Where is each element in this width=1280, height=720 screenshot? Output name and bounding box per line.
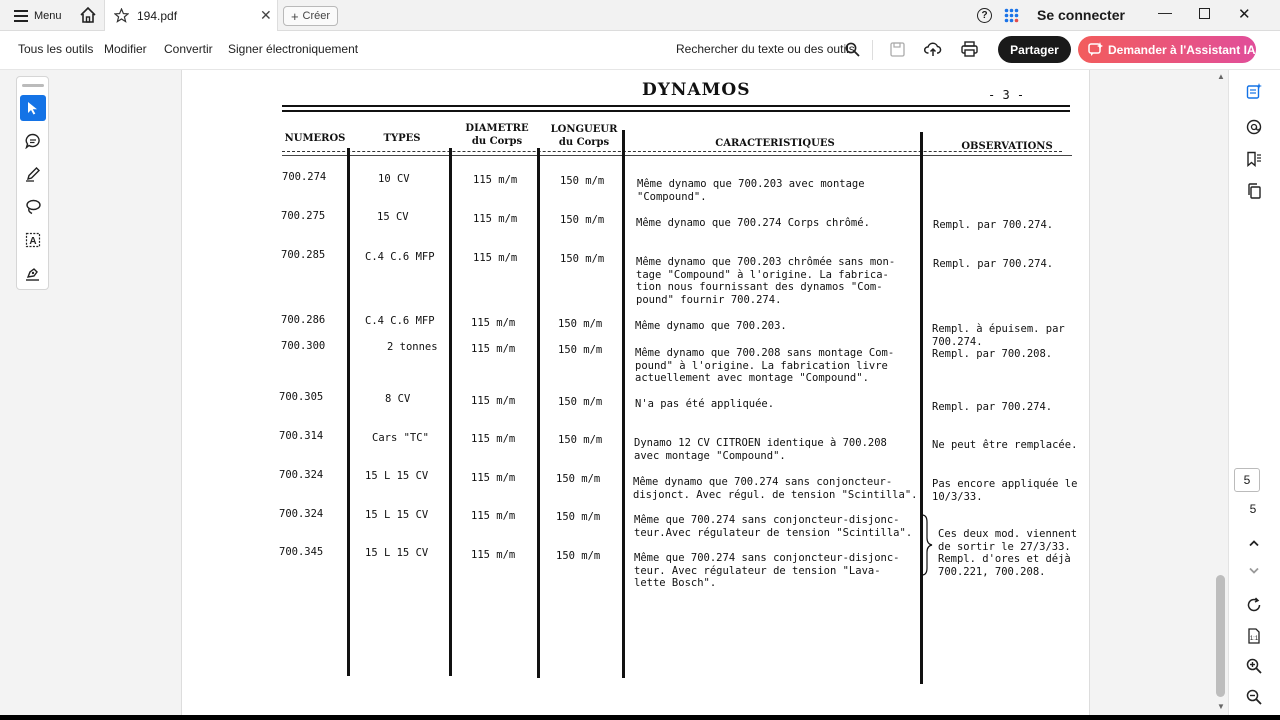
row8-diam: 115 m/m: [471, 472, 516, 484]
row6-num: 700.305: [279, 391, 324, 403]
rotate-button[interactable]: [1241, 592, 1267, 618]
zoom-out-button[interactable]: [1241, 684, 1267, 710]
header-observations: OBSERVATIONS: [961, 141, 1053, 152]
menu-button[interactable]: [14, 7, 62, 25]
close-window-icon[interactable]: ✕: [1238, 6, 1251, 23]
panel-grip[interactable]: [22, 84, 44, 87]
document-page-label: - 3 -: [988, 88, 1025, 102]
row3-obs: Rempl. par 700.274.: [933, 258, 1054, 270]
previous-page-button[interactable]: [1241, 530, 1267, 556]
pdf-page: [181, 70, 1090, 715]
row9-type: 15 L 15 CV: [365, 509, 429, 521]
observation-brace: [920, 514, 934, 576]
header-types: TYPES: [383, 133, 421, 144]
title-rule-lower: [282, 110, 1070, 112]
upload-cloud-icon[interactable]: [924, 41, 942, 57]
current-page-input[interactable]: 5: [1234, 468, 1260, 492]
row7-num: 700.314: [279, 430, 324, 442]
row3-num: 700.285: [281, 249, 326, 261]
header-numeros: NUMEROS: [284, 133, 346, 144]
row2-car: Même dynamo que 700.274 Corps chrômé.: [636, 217, 870, 229]
header-underline: [282, 151, 1062, 152]
row8-type: 15 L 15 CV: [365, 470, 429, 482]
row3-type: C.4 C.6 MFP: [365, 251, 435, 263]
row4-type: C.4 C.6 MFP: [365, 315, 435, 327]
bookmark-icon: [1246, 151, 1262, 167]
lasso-icon: [25, 199, 41, 215]
row1-type: 10 CV: [378, 173, 410, 185]
text-box-icon: [25, 232, 41, 248]
row1-long: 150 m/m: [560, 175, 605, 187]
minimize-icon[interactable]: —: [1158, 4, 1172, 20]
svg-text:A: A: [29, 236, 37, 247]
next-page-button[interactable]: [1241, 558, 1267, 584]
row4-obs: Rempl. à épuisem. par 700.274.: [932, 323, 1065, 348]
column-line-1: [347, 148, 350, 676]
zoom-out-icon: [1246, 689, 1262, 705]
header-longueur: [544, 123, 624, 149]
title-rule: [282, 105, 1070, 107]
header-longueur-line2: du Corps: [558, 137, 610, 148]
scrollbar-thumb[interactable]: [1216, 575, 1225, 697]
page-scale-icon: [1246, 628, 1262, 644]
column-line-4: [622, 130, 625, 678]
text-box-tool-button[interactable]: [20, 227, 46, 253]
row8-long: 150 m/m: [556, 473, 601, 485]
header-caracteristiques: CARACTERISTIQUES: [715, 138, 835, 149]
row9-diam: 115 m/m: [471, 510, 516, 522]
row7-type: Cars "TC": [372, 432, 429, 444]
create-button[interactable]: [283, 6, 338, 26]
row8-num: 700.324: [279, 469, 324, 481]
scroll-up-arrow[interactable]: ▲: [1217, 72, 1225, 81]
row4-diam: 115 m/m: [471, 317, 516, 329]
row3-diam: 115 m/m: [473, 252, 518, 264]
column-line-5: [920, 132, 923, 684]
row7-diam: 115 m/m: [471, 433, 516, 445]
row2-type: 15 CV: [377, 211, 409, 223]
toolbar-divider: [872, 40, 873, 60]
stamp-pen-icon: [25, 265, 41, 281]
share-button[interactable]: Partager: [998, 36, 1071, 63]
row5-type: 2 tonnes: [387, 341, 438, 353]
document-title: DYNAMOS: [642, 80, 751, 100]
header-diametre: [454, 122, 540, 148]
maximize-icon[interactable]: [1199, 8, 1210, 19]
row10-num: 700.345: [279, 546, 324, 558]
modify-button[interactable]: Modifier: [104, 42, 147, 56]
ai-assistant-label: Demander à l'Assistant IA: [1108, 42, 1256, 57]
plus-icon: +: [290, 8, 299, 24]
header-diametre-line1: DIAMETRE: [465, 123, 529, 134]
ai-assistant-button[interactable]: [1078, 36, 1256, 63]
quick-tools-panel: [16, 76, 49, 290]
row9-car: Même que 700.274 sans conjoncteur-disjonc- teur.Avec régulateur de tension "Scintilla".: [634, 514, 913, 539]
row9-long: 150 m/m: [556, 511, 601, 523]
chevron-down-icon: [1248, 566, 1260, 576]
column-line-2: [449, 148, 452, 676]
comment-icon: [25, 133, 41, 149]
ai-assistant-icon: [1088, 42, 1103, 57]
home-button[interactable]: [79, 6, 97, 29]
row10-type: 15 L 15 CV: [365, 547, 429, 559]
row4-car: Même dynamo que 700.203.: [635, 320, 787, 332]
select-tool-button[interactable]: [20, 95, 46, 121]
stamp-tool-button[interactable]: [20, 260, 46, 286]
page-fit-button[interactable]: [1241, 623, 1267, 649]
row1-car: Même dynamo que 700.203 avec montage "Compound".: [637, 178, 865, 203]
comment-tool-button[interactable]: [20, 128, 46, 154]
save-icon[interactable]: [890, 42, 905, 57]
pen-icon: [25, 166, 41, 182]
row2-long: 150 m/m: [560, 214, 605, 226]
row5-car: Même dynamo que 700.208 sans montage Com- pound" à l'origine. La fabrication livre actuellement avec montage "Compound".: [635, 347, 895, 384]
row1-diam: 115 m/m: [473, 174, 518, 186]
home-icon: [79, 6, 97, 24]
right-rail: [1228, 70, 1280, 720]
ai-document-icon: [1246, 83, 1262, 99]
document-tab[interactable]: [104, 0, 278, 31]
apps-grid-icon[interactable]: [1004, 8, 1019, 28]
row6-long: 150 m/m: [558, 396, 603, 408]
bottom-edge: [0, 715, 1280, 720]
row2-diam: 115 m/m: [473, 213, 518, 225]
star-icon[interactable]: [114, 8, 129, 23]
rotate-icon: [1246, 597, 1262, 613]
row9-num: 700.324: [279, 508, 324, 520]
tab-title: 194.pdf: [137, 9, 178, 23]
row6-car: N'a pas été appliquée.: [635, 398, 775, 410]
lasso-tool-button[interactable]: [20, 194, 46, 220]
search-icon[interactable]: [845, 42, 860, 57]
shared-observation: Ces deux mod. viennent de sortir le 27/3/33. Rempl. d'ores et déjà 700.221, 700.208.: [938, 528, 1078, 578]
row2-obs: Rempl. par 700.274.: [933, 219, 1054, 231]
row5-long: 150 m/m: [558, 344, 603, 356]
ai-summary-button[interactable]: [1241, 78, 1267, 104]
row10-diam: 115 m/m: [471, 549, 516, 561]
header-underline-cols: [282, 155, 1072, 156]
scroll-down-arrow[interactable]: ▼: [1217, 702, 1225, 711]
row4-num: 700.286: [281, 314, 326, 326]
chevron-up-icon: [1248, 538, 1260, 548]
row3-car: Même dynamo que 700.203 chrômée sans mon- tage "Compound" à l'origine. La fabrica- tion nous fournissant des dynamos "Com- pound" fournir 700.274.: [636, 256, 896, 306]
row7-car: Dynamo 12 CV CITROEN identique à 700.208 avec montage "Compound".: [634, 437, 887, 462]
convert-button[interactable]: Convertir: [164, 42, 213, 56]
sign-button[interactable]: Signer électroniquement: [228, 42, 359, 56]
row5-obs: Rempl. par 700.208.: [932, 348, 1053, 360]
help-icon[interactable]: ?: [977, 8, 992, 23]
row6-type: 8 CV: [385, 393, 411, 405]
tab-bar: [0, 0, 1280, 31]
comment-at-icon: [1246, 119, 1262, 135]
row7-long: 150 m/m: [558, 434, 603, 446]
row7-obs: Ne peut être remplacée.: [932, 439, 1078, 451]
copy-pages-icon: [1246, 183, 1262, 199]
row2-num: 700.275: [281, 210, 326, 222]
close-tab-icon[interactable]: ✕: [260, 7, 272, 23]
cursor-arrow-icon: [27, 101, 39, 115]
row6-obs: Rempl. par 700.274.: [932, 401, 1053, 413]
row5-diam: 115 m/m: [471, 343, 516, 355]
column-line-3: [537, 148, 540, 678]
row8-car: Même dynamo que 700.274 sans conjoncteur- disjonct. Avec régul. de tension "Scintilla".: [633, 476, 918, 501]
menu-label: Menu: [34, 10, 62, 22]
pages-panel-button[interactable]: [1241, 178, 1267, 204]
create-label: Créer: [302, 10, 331, 22]
row5-num: 700.300: [281, 340, 326, 352]
vertical-scrollbar[interactable]: [1214, 70, 1227, 715]
sign-in-link[interactable]: Se connecter: [1037, 7, 1125, 23]
row10-car: Même que 700.274 sans conjoncteur-disjonc- teur. Avec régulateur de tension "Lava- lette Bosch".: [634, 552, 900, 589]
row6-diam: 115 m/m: [471, 395, 516, 407]
search-label[interactable]: Rechercher du texte ou des outils: [676, 42, 855, 56]
row8-obs: Pas encore appliquée le 10/3/33.: [932, 478, 1078, 503]
row10-long: 150 m/m: [556, 550, 601, 562]
header-longueur-line1: LONGUEUR: [550, 124, 618, 135]
row3-long: 150 m/m: [560, 253, 605, 265]
row1-num: 700.274: [282, 171, 327, 183]
zoom-in-icon: [1246, 658, 1262, 674]
zoom-in-button[interactable]: [1241, 653, 1267, 679]
total-pages-label: 5: [1249, 502, 1257, 516]
bookmarks-button[interactable]: [1241, 146, 1267, 172]
all-tools-button[interactable]: Tous les outils: [18, 42, 94, 56]
main-toolbar: [0, 31, 1280, 70]
svg-text:1:1: 1:1: [1249, 636, 1259, 642]
hamburger-icon: [14, 10, 28, 22]
header-diametre-line2: du Corps: [471, 136, 523, 147]
row4-long: 150 m/m: [558, 318, 603, 330]
comments-panel-button[interactable]: [1241, 114, 1267, 140]
draw-tool-button[interactable]: [20, 161, 46, 187]
print-icon[interactable]: [961, 41, 978, 57]
